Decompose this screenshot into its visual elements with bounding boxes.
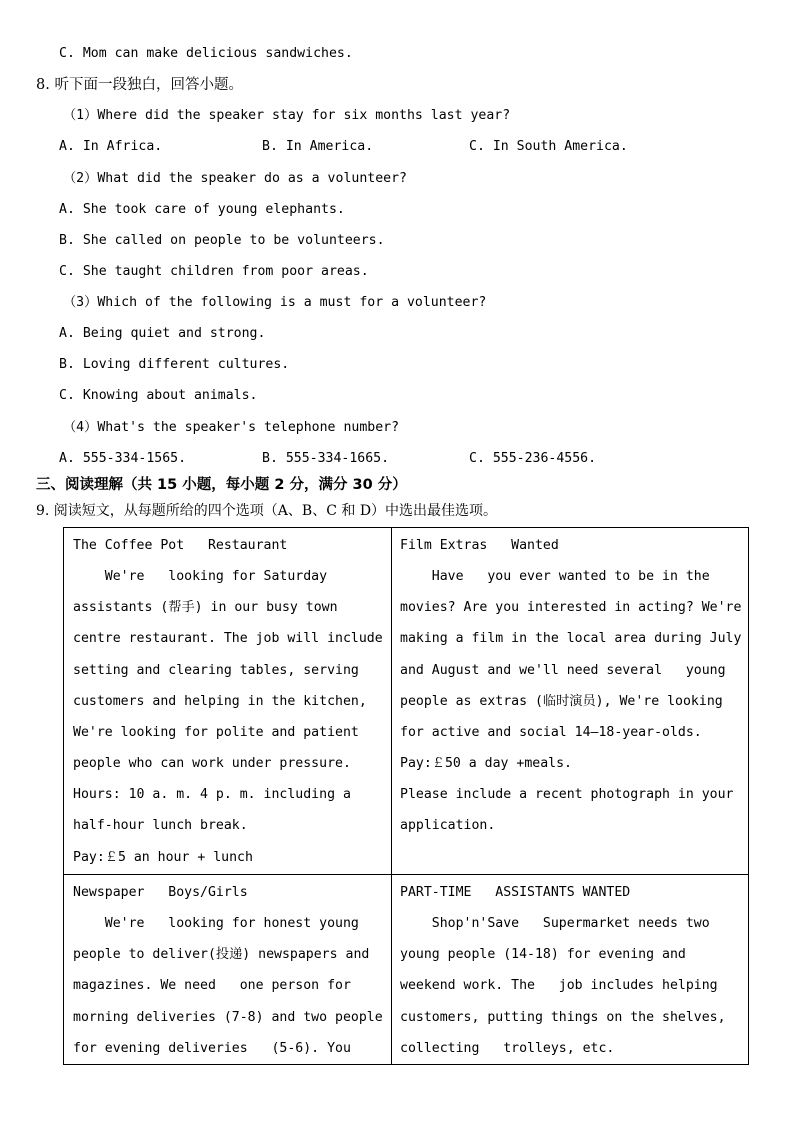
q8-3-option-a: A. Being quiet and strong. bbox=[59, 326, 266, 341]
ad-line: We're looking for polite and patient bbox=[73, 725, 359, 740]
ad-title: The Coffee Pot Restaurant bbox=[73, 538, 288, 553]
ad-line: for active and social 14—18-year-olds. bbox=[400, 725, 702, 740]
q8-instruction: 8. 听下面一段独白，回答小题。 bbox=[36, 77, 243, 93]
ad-line: young people (14-18) for evening and bbox=[400, 947, 686, 962]
ad-line: morning deliveries (7-8) and two people bbox=[73, 1010, 383, 1025]
q8-1-option-c: C. In South America. bbox=[469, 139, 628, 154]
ad-film-extras bbox=[392, 528, 749, 875]
q8-1-question: （1）Where did the speaker stay for six months last year? bbox=[63, 108, 511, 123]
ads-table bbox=[63, 527, 749, 1065]
ad-line: movies? Are you interested in acting? We're bbox=[400, 600, 742, 615]
q8-3-question: （3）Which of the following is a must for a volunteer? bbox=[63, 295, 487, 310]
ad-line: assistants (帮手) in our busy town bbox=[73, 600, 338, 615]
ad-line: half-hour lunch break. bbox=[73, 818, 248, 833]
ad-newspaper bbox=[64, 875, 392, 1065]
q8-1-option-b: B. In America. bbox=[262, 139, 374, 154]
q8-2-option-c: C. She taught children from poor areas. bbox=[59, 264, 369, 279]
ad-line: people as extras (临时演员), We're looking bbox=[400, 694, 723, 709]
q8-3-option-c: C. Knowing about animals. bbox=[59, 388, 258, 403]
ad-line: centre restaurant. The job will include bbox=[73, 631, 383, 646]
ad-line: people who can work under pressure. bbox=[73, 756, 351, 771]
ad-line: Shop'n'Save Supermarket needs two bbox=[400, 916, 710, 931]
q8-4-option-c: C. 555-236-4556. bbox=[469, 451, 597, 466]
ad-part-time bbox=[392, 875, 749, 1065]
ad-line: and August and we'll need several young bbox=[400, 663, 726, 678]
ad-pay: Pay:￡50 a day +meals. bbox=[400, 756, 572, 771]
ad-line: people to deliver(投递) newspapers and bbox=[73, 947, 370, 962]
ad-line: setting and clearing tables, serving bbox=[73, 663, 359, 678]
ad-title: Newspaper Boys/Girls bbox=[73, 885, 248, 900]
ad-line: magazines. We need one person for bbox=[73, 978, 351, 993]
q7-option-c: C. Mom can make delicious sandwiches. bbox=[59, 46, 353, 61]
q8-4-question: （4）What's the speaker's telephone number? bbox=[63, 420, 400, 435]
ad-line: for evening deliveries (5-6). You bbox=[73, 1041, 351, 1056]
ad-pay: Pay:￡5 an hour + lunch bbox=[73, 850, 253, 865]
q8-1-option-a: A. In Africa. bbox=[59, 139, 163, 154]
q8-2-option-a: A. She took care of young elephants. bbox=[59, 202, 345, 217]
ad-line: making a film in the local area during July bbox=[400, 631, 742, 646]
q8-3-option-b: B. Loving different cultures. bbox=[59, 357, 290, 372]
ad-line: Hours: 10 a. m. 4 p. m. including a bbox=[73, 787, 351, 802]
ad-line: Have you ever wanted to be in the bbox=[400, 569, 710, 584]
q8-2-option-b: B. She called on people to be volunteers. bbox=[59, 233, 385, 248]
ad-line: collecting trolleys, etc. bbox=[400, 1041, 615, 1056]
q8-4-option-b: B. 555-334-1665. bbox=[262, 451, 390, 466]
ad-coffee-pot bbox=[64, 528, 392, 875]
ad-line: customers and helping in the kitchen, bbox=[73, 694, 367, 709]
ad-line: application. bbox=[400, 818, 496, 833]
ad-line: weekend work. The job includes helping bbox=[400, 978, 718, 993]
ad-title: PART-TIME ASSISTANTS WANTED bbox=[400, 885, 631, 900]
q8-4-option-a: A. 555-334-1565. bbox=[59, 451, 187, 466]
ad-line: Please include a recent photograph in your bbox=[400, 787, 734, 802]
section-heading: 三、阅读理解（共 15 小题，每小题 2 分，满分 30 分） bbox=[36, 477, 407, 493]
q9-instruction: 9. 阅读短文，从每题所给的四个选项（A、B、C 和 D）中选出最佳选项。 bbox=[36, 503, 498, 519]
q8-2-question: （2）What did the speaker do as a volunteer? bbox=[63, 171, 407, 186]
ad-title: Film Extras Wanted bbox=[400, 538, 559, 553]
ad-line: We're looking for Saturday bbox=[73, 569, 328, 584]
ad-line: We're looking for honest young bbox=[73, 916, 359, 931]
ad-line: customers, putting things on the shelves, bbox=[400, 1010, 726, 1025]
